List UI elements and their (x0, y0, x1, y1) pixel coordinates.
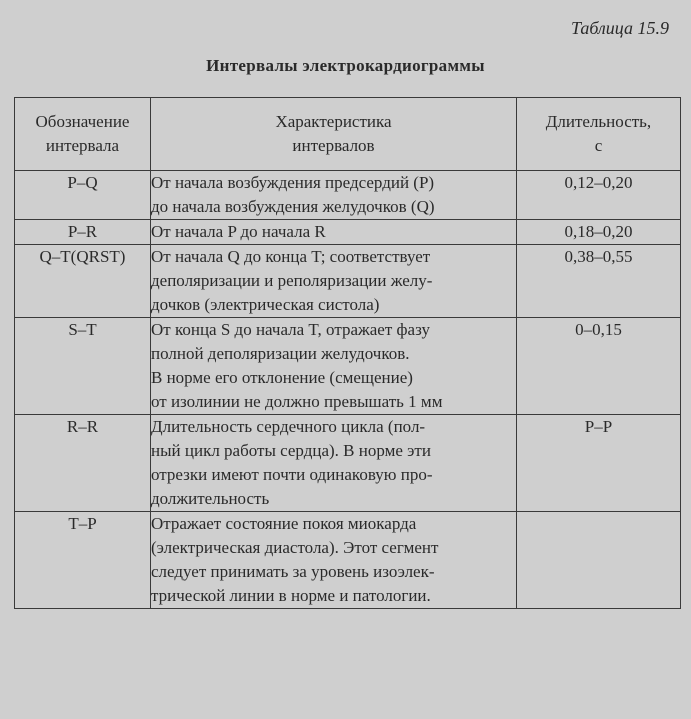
interval-duration: 0–0,15 (517, 318, 681, 415)
interval-duration: 0,18–0,20 (517, 220, 681, 245)
header-interval-designation: Обозначение интервала (15, 98, 151, 171)
interval-name: P–Q (15, 171, 151, 220)
interval-name: P–R (15, 220, 151, 245)
interval-description: От начала Q до конца T; соответствует деполяризации и реполяризации желу- дочков (электрическая систола) (151, 245, 517, 318)
interval-description: Длительность сердечного цикла (пол- ный цикл работы сердца). В норме эти отрезки имеют почти одинаковую про- должительность (151, 415, 517, 512)
interval-description: Отражает состояние покоя миокарда (электрическая диастола). Этот сегмент следует принимать за уровень изоэлек- трической линии в норме и патологии. (151, 512, 517, 609)
interval-name: Q–T(QRST) (15, 245, 151, 318)
table-title: Интервалы электрокардиограммы (206, 56, 485, 75)
table-row (15, 220, 681, 245)
header-duration: Длительность, с (517, 98, 681, 171)
table-row (15, 171, 681, 220)
interval-name: S–T (15, 318, 151, 415)
header-interval-characteristic: Характеристика интервалов (151, 98, 517, 171)
interval-description: От конца S до начала T, отражает фазу полной деполяризации желудочков. В норме его отклонение (смещение) от изолинии не должно превышать 1 мм (151, 318, 517, 415)
interval-duration (517, 512, 681, 609)
interval-duration: 0,12–0,20 (517, 171, 681, 220)
interval-description: От начала возбуждения предсердий (P) до начала возбуждения желудочков (Q) (151, 171, 517, 220)
interval-name: R–R (15, 415, 151, 512)
interval-description: От начала P до начала R (151, 220, 517, 245)
header-row (15, 98, 681, 171)
table-row (15, 512, 681, 609)
interval-name: T–P (15, 512, 151, 609)
table-row (15, 318, 681, 415)
interval-duration: P–P (517, 415, 681, 512)
interval-duration: 0,38–0,55 (517, 245, 681, 318)
table-row (15, 245, 681, 318)
ecg-intervals-table (14, 97, 681, 609)
table-row (15, 415, 681, 512)
table-number-label: Таблица 15.9 (570, 18, 669, 38)
